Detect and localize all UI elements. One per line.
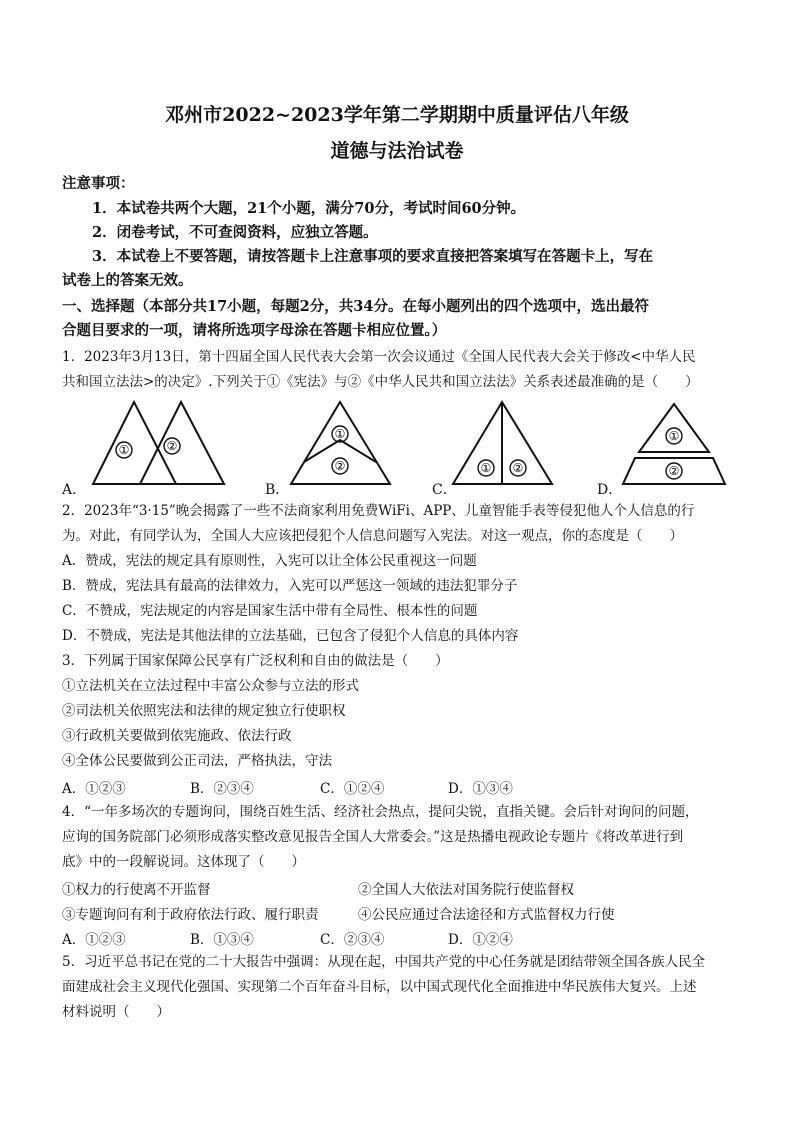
q1-diagram-a: [88, 398, 233, 490]
circle-two-b: ②: [334, 459, 346, 473]
q4-choice-d: D．①②④: [448, 932, 513, 948]
q1-stem-line1: 1．2023年3月13日，第十四届全国人民代表大会第一次会议通过《全国人民代表大会关于修改<中华人民: [62, 349, 696, 365]
q1-option-c-label: C．: [432, 482, 457, 498]
q5-stem-line1: 5．习近平总书记在党的二十大报告中强调：从现在起，中国共产党的中心任务就是团结带领全国各族人民全: [62, 954, 706, 970]
q2-stem-line1: 2．2023年“3·15”晚会揭露了一些不法商家利用免费WiFi、APP、儿童智能手表等侵犯他人个人信息的行: [62, 503, 695, 519]
q5-stem-line2: 面建成社会主义现代化强国、实现第二个百年奋斗目标，以中国式现代化全面推进中华民族伟大复兴。上述: [62, 979, 697, 995]
q1-diagram-d: [619, 398, 731, 490]
circle-two-c: ②: [512, 461, 524, 475]
notice-heading: 注意事项：: [62, 175, 135, 192]
q1-diagram-b: [286, 398, 398, 490]
section-heading: 一、选择题（本部分共17小题，每题2分，共34分。在每小题列出的四个选项中，选出最符: [62, 298, 649, 315]
circle-two-a: ②: [166, 439, 178, 453]
q3-choice-b: B．②③④: [190, 781, 254, 797]
section-heading-cont: 合题目要求的一项，请将所选项字母涂在答题卡相应位置。）: [62, 322, 447, 339]
q2-option-a: A．赞成，宪法的规定具有原则性，入宪可以让全体公民重视这一问题: [62, 553, 477, 569]
q4-choice-c: C．②③④: [320, 932, 385, 948]
q3-item-3: ③行政机关要做到依宪施政、依法行政: [62, 728, 292, 744]
q2-option-c: C．不赞成，宪法规定的内容是国家生活中带有全局性、根本性的问题: [62, 603, 478, 619]
q1-option-d-label: D．: [597, 482, 623, 498]
circle-one-b: ①: [334, 427, 346, 441]
q4-item-2: ②全国人大依法对国务院行使监督权: [358, 882, 574, 898]
circle-one-c: ①: [480, 461, 492, 475]
q1-option-a-label: A．: [62, 482, 87, 498]
q3-item-1: ①立法机关在立法过程中丰富公众参与立法的形式: [62, 678, 359, 694]
q4-choice-a: A．①②③: [62, 932, 126, 948]
q4-choice-b: B．①③④: [190, 932, 254, 948]
circle-one-d: ①: [668, 429, 680, 443]
q3-choice-c: C．①②④: [320, 781, 385, 797]
q1-stem-line2: 共和国立法法>的决定》.下列关于①《宪法》与②《中华人民共和国立法法》关系表述最准确的是（ ）: [62, 374, 699, 390]
q2-option-b: B．赞成，宪法具有最高的法律效力，入宪可以严惩这一领域的违法犯罪分子: [62, 578, 518, 594]
q2-option-d: D．不赞成，宪法是其他法律的立法基础，已包含了侵犯个人信息的具体内容: [62, 628, 519, 644]
q4-stem-line3: 底》中的一段解说词。这体现了（ ）: [62, 854, 305, 870]
exam-title: 邓州市2022~2023学年第二学期期中质量评估八年级: [165, 104, 629, 126]
q3-stem: 3．下列属于国家保障公民享有广泛权利和自由的做法是（ ）: [62, 653, 449, 669]
circle-two-d: ②: [668, 464, 680, 478]
q1-diagram-c: [448, 398, 560, 490]
q4-stem-line2: 应询的国务院部门必须形成落实整改意见报告全国人大常委会。”这是热播电视政论专题片《将改革进行到: [62, 829, 684, 845]
q3-item-4: ④全体公民要做到公正司法，严格执法，守法: [62, 753, 332, 769]
notice-item-3-cont: 试卷上的答案无效。: [62, 272, 193, 289]
notice-item-3: 3．本试卷上不要答题，请按答题卡上注意事项的要求直接把答案填写在答题卡上，写在: [92, 248, 654, 265]
exam-subtitle: 道德与法治试卷: [330, 140, 464, 162]
q2-stem-line2: 为。对此，有同学认为，全国人大应该把侵犯个人信息问题写入宪法。对这一观点，你的态度是（ ）: [62, 528, 683, 544]
q3-choice-d: D．①③④: [448, 781, 513, 797]
notice-item-2: 2．闭卷考试，不可查阅资料，应独立答题。: [92, 224, 378, 241]
q4-item-1: ①权力的行使离不开监督: [62, 882, 211, 898]
q1-option-b-label: B．: [265, 482, 290, 498]
circle-one-a: ①: [118, 443, 130, 457]
q4-item-3: ③专题询问有利于政府依法行政、履行职责: [62, 907, 319, 923]
q3-choice-a: A．①②③: [62, 781, 126, 797]
q4-item-4: ④公民应通过合法途径和方式监督权力行使: [358, 907, 615, 923]
q5-stem-line3: 材料说明（ ）: [62, 1004, 170, 1020]
q4-stem-line1: 4．“一年多场次的专题询问，围绕百姓生活、经济社会热点，提问尖锐，直指关键。会后针对询问的问题，: [62, 804, 699, 820]
notice-item-1: 1．本试卷共两个大题，21个小题，满分70分，考试时间60分钟。: [92, 200, 526, 217]
q3-item-2: ②司法机关依照宪法和法律的规定独立行使职权: [62, 703, 346, 719]
